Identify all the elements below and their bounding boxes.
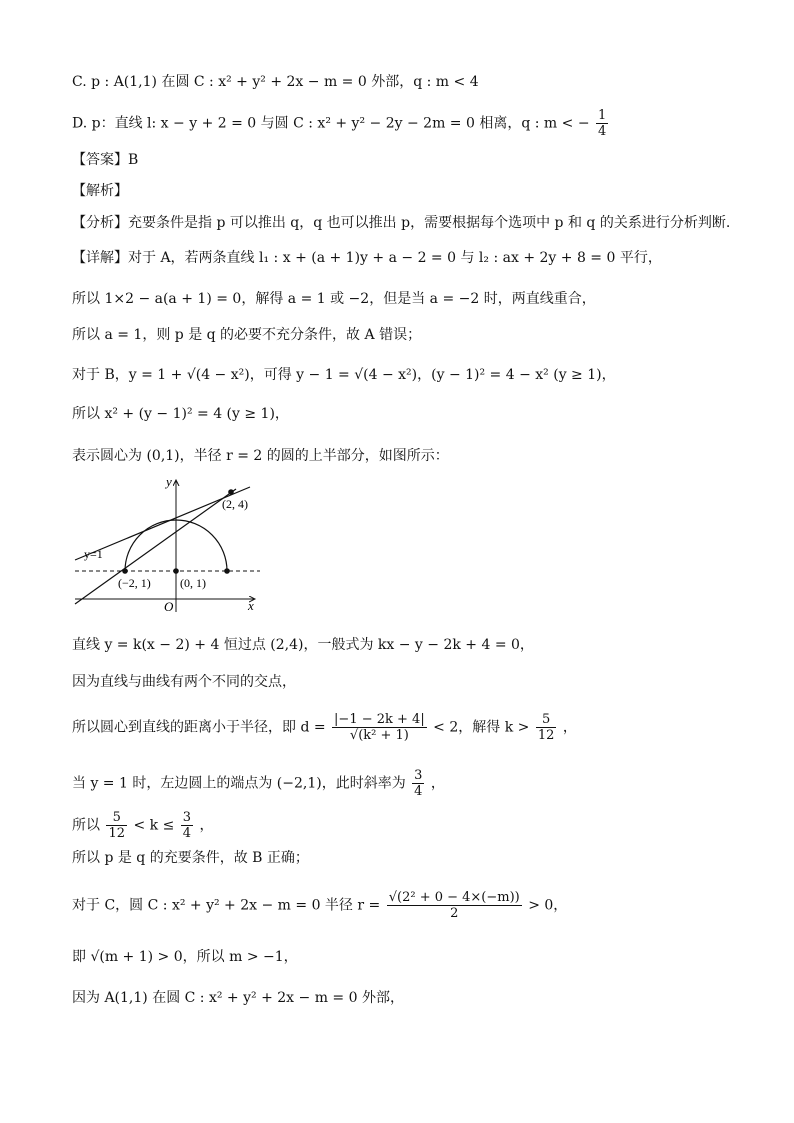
detail-a-2: 所以 1×2 − a(a + 1) = 0，解得 a = 1 或 −2，但是当 a = −2 时，两直线重合，: [72, 291, 596, 307]
point-center-label: (0, 1): [180, 576, 206, 590]
endpoint-slope: 当 y = 1 时，左边圆上的端点为 (−2,1)，此时斜率为 $\frac{3}{4}$ ，: [72, 768, 445, 799]
analysis-text: 【分析】充要条件是指 p 可以推出 q，q 也可以推出 p，需要根据每个选项中 p 和 q 的关系进行分析判断.: [72, 215, 731, 231]
fraction-one-quarter: $\frac{1}{4}$: [598, 108, 607, 139]
point-top: [228, 489, 234, 495]
b-conclusion: 所以 p 是 q 的充要条件，故 B 正确；: [72, 850, 309, 866]
point-top-label: (2, 4): [222, 497, 248, 511]
semicircle-graph: [70, 474, 270, 614]
point-left: [122, 568, 128, 574]
radius-fraction: $\frac{\text{√(2² + 0 − 4×(−m))}}{2}$: [388, 890, 520, 921]
analysis-label: 【解析】: [72, 183, 128, 199]
y-axis-label: y: [166, 474, 172, 489]
detail-b-3: 表示圆心为 (0,1)，半径 r = 2 的圆的上半部分，如图所示：: [72, 448, 449, 464]
point-left-label: (−2, 1): [118, 576, 151, 590]
answer-label: 【答案】B: [72, 152, 139, 168]
option-c: C. p : A(1,1) 在圆 C : x² + y² + 2x − m = 0 外部，q : m < 4: [72, 74, 479, 90]
slope-fraction: $\frac{3}{4}$: [414, 768, 423, 799]
detail-c-2: 即 √(m + 1) > 0，所以 m > −1，: [72, 949, 298, 965]
option-d: D. p：直线 l: x − y + 2 = 0 与圆 C : x² + y² − 2y − 2m = 0 相离，q : m < − $\frac{1}{4}$: [72, 108, 607, 139]
line-equation: 直线 y = k(x − 2) + 4 恒过点 (2,4)，一般式为 kx − y − 2k + 4 = 0，: [72, 637, 534, 653]
distance-condition: 所以圆心到直线的距离小于半径，即 d = $\frac{|-1 - 2k + 4|}{\text{√(k² + 1)}}$ < 2，解得 k > $\frac{5}{12}$ ，: [72, 712, 577, 743]
range-right-fraction: $\frac{3}{4}$: [182, 810, 192, 841]
detail-c-3: 因为 A(1,1) 在圆 C : x² + y² + 2x − m = 0 外部，: [72, 990, 404, 1006]
detail-a-3: 所以 a = 1，则 p 是 q 的必要不充分条件，故 A 错误；: [72, 327, 422, 343]
detail-c: 对于 C，圆 C : x² + y² + 2x − m = 0 半径 r = $\frac{\text{√(2² + 0 − 4×(−m))}}{2}$ > 0，: [72, 890, 568, 921]
origin-label: O: [164, 599, 174, 614]
detail-a: 【详解】对于 A，若两条直线 l₁ : x + (a + 1)y + a − 2 = 0 与 l₂ : ax + 2y + 8 = 0 平行，: [72, 250, 662, 266]
k-range: 所以 $\frac{5}{12}$ < k ≤ $\frac{3}{4}$ ，: [72, 810, 214, 841]
k-fraction: $\frac{5}{12}$: [537, 712, 555, 743]
y1-label: y=1: [84, 547, 103, 561]
detail-b-2: 所以 x² + (y − 1)² = 4 (y ≥ 1)，: [72, 406, 289, 422]
point-right: [224, 568, 230, 574]
distance-fraction: $\frac{|-1 - 2k + 4|}{\text{√(k² + 1)}}$: [334, 712, 425, 743]
point-center: [173, 568, 179, 574]
range-left-fraction: $\frac{5}{12}$: [108, 810, 125, 841]
two-intersections: 因为直线与曲线有两个不同的交点，: [72, 674, 296, 690]
x-axis-label: x: [248, 598, 254, 613]
detail-b: 对于 B，y = 1 + √(4 − x²)，可得 y − 1 = √(4 − x²)，(y − 1)² = 4 − x² (y ≥ 1)，: [72, 367, 616, 383]
